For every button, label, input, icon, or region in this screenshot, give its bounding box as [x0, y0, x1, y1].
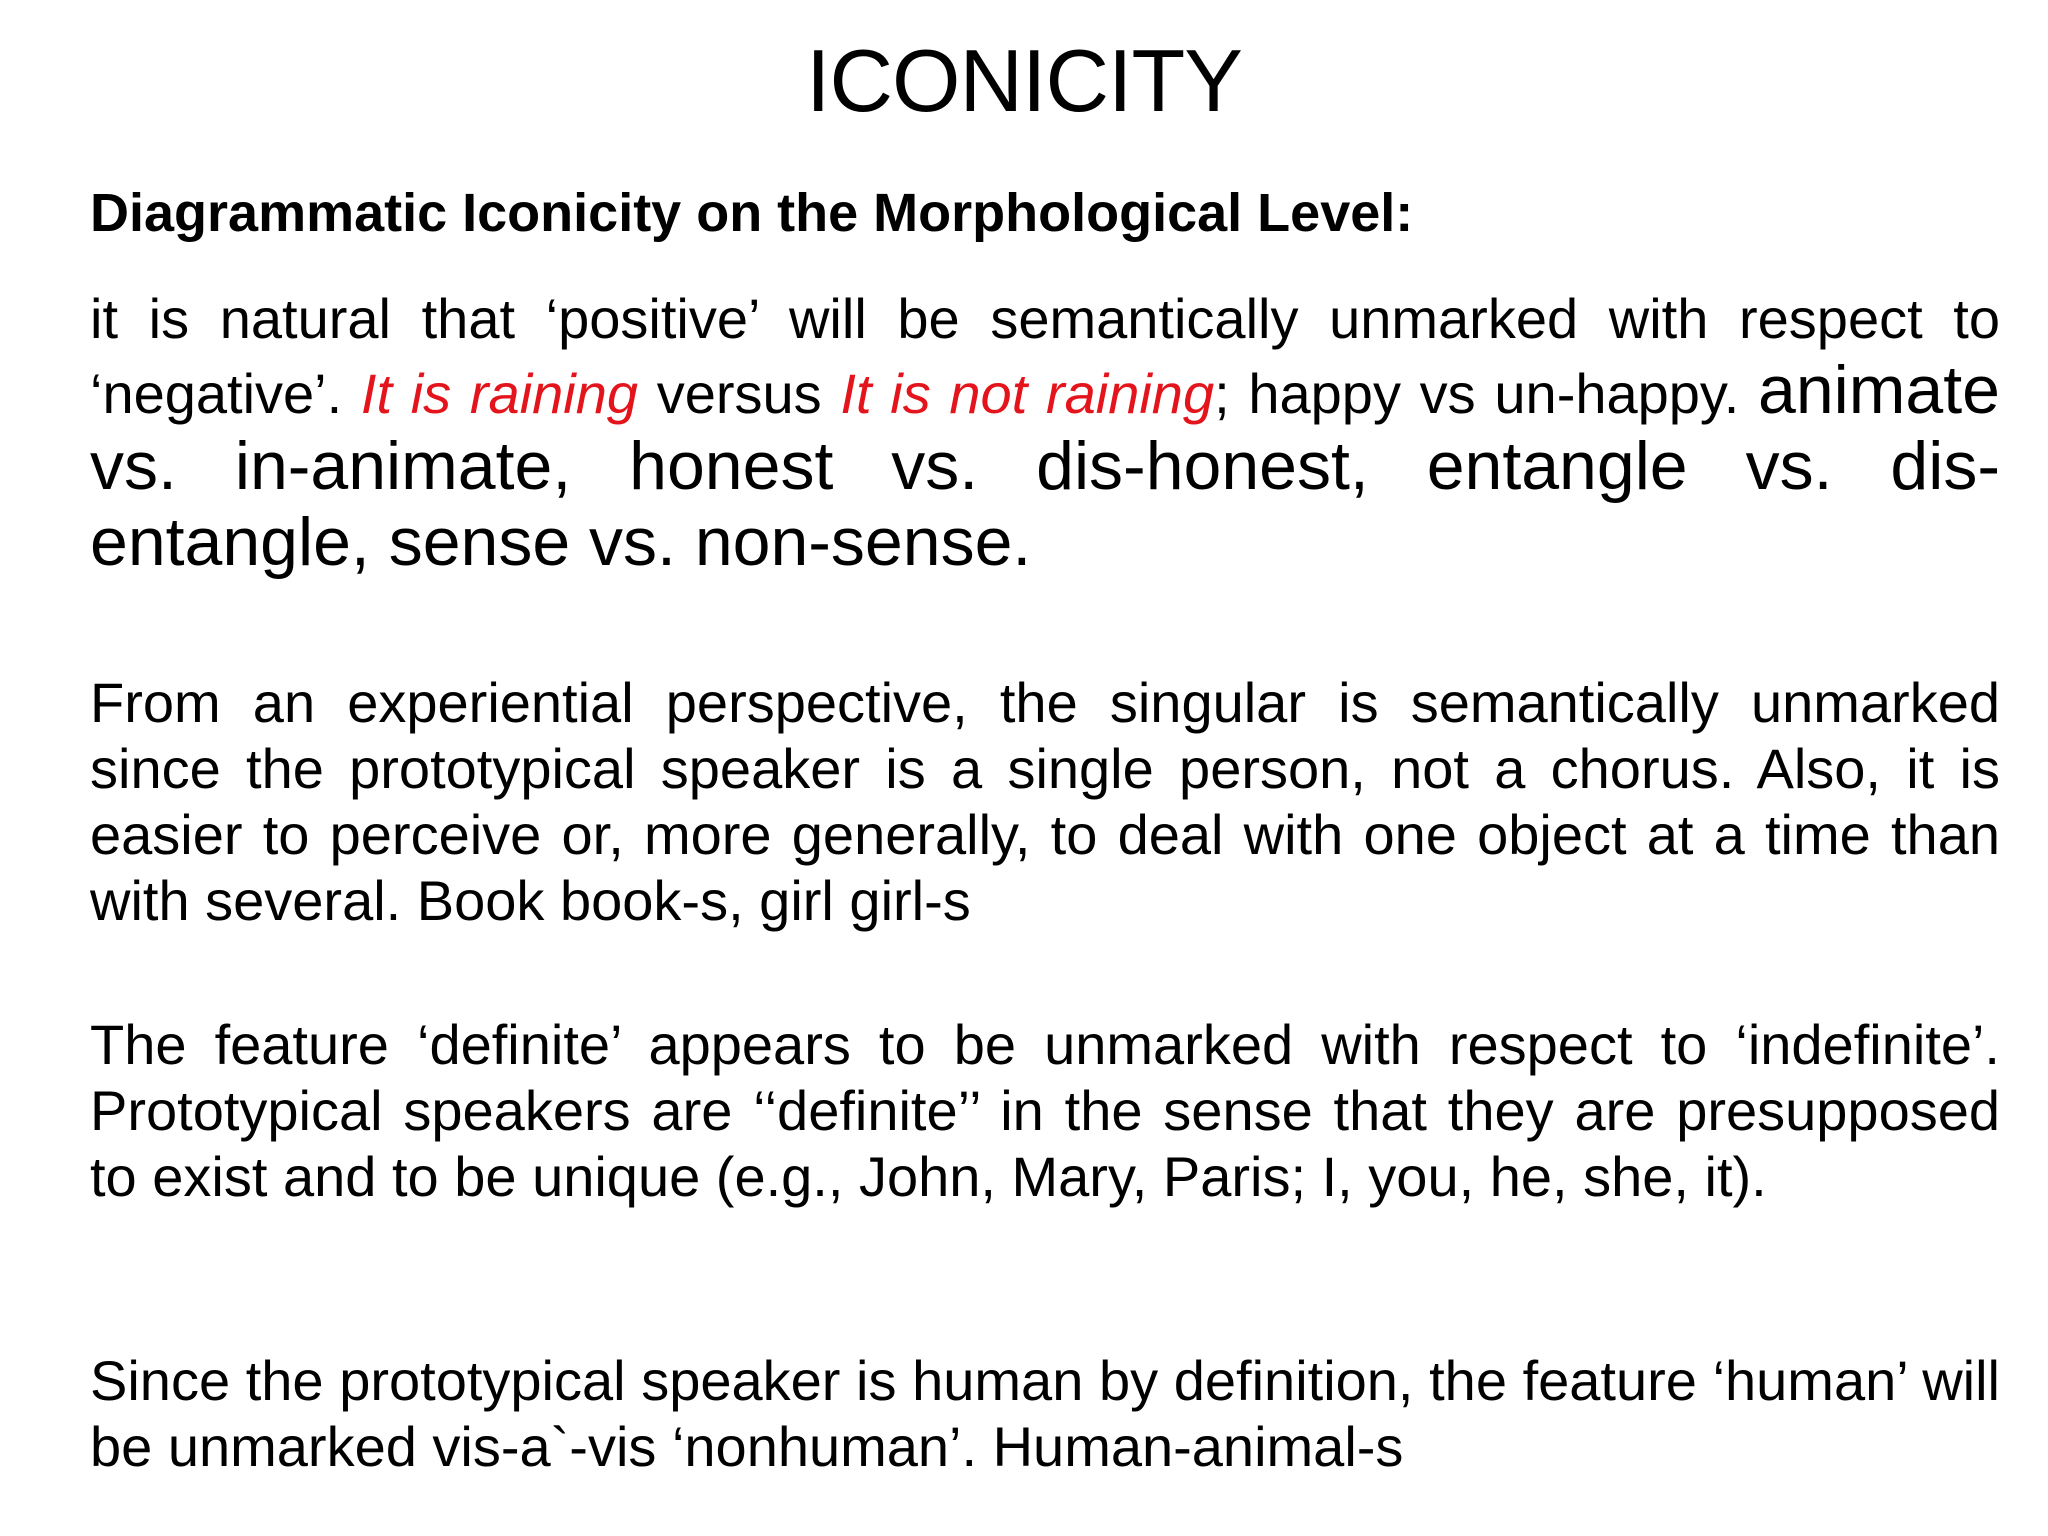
paragraph-singular: From an experiential perspective, the singular is semantically unmarked since the prototypical speaker is a single person, not a chorus. Also, it is easier to perceive or, more generally, to deal with one object at a time than with several. Book book-s, girl girl-s: [90, 671, 2000, 932]
paragraph-human: Since the prototypical speaker is human by definition, the feature ‘human’ will be unmarked vis-a`-vis ‘nonhuman’. Human-animal-s: [90, 1349, 2000, 1478]
slide-title: ICONICITY: [806, 31, 1242, 130]
slide-subtitle: Diagrammatic Iconicity on the Morphological Level:: [90, 183, 1414, 243]
example-not-raining: It is not raining: [840, 362, 1215, 425]
paragraph-1-text-a: it is natural that ‘positive’ will be semantically unmarked with respect to ‘negative’.: [90, 287, 2000, 425]
paragraph-1-text-c: ; happy vs un-happy.: [1214, 362, 1759, 425]
paragraph-positive-negative: [90, 286, 2000, 580]
paragraph-1-text-b: versus: [638, 362, 841, 425]
paragraph-definite: The feature ‘definite’ appears to be unmarked with respect to ‘indefinite’. Prototypical speakers are ‘‘definite’’ in the sense that they are presupposed to exist and to be unique (e.g., John, Mary, Paris; I, you, he, she, it).: [90, 1013, 2000, 1208]
example-raining: It is raining: [360, 362, 639, 425]
paragraph-1-large-examples: animate vs. in-animate, honest vs. dis-honest, entangle vs. dis-entangle, sense vs. non-sense.: [90, 352, 2000, 580]
